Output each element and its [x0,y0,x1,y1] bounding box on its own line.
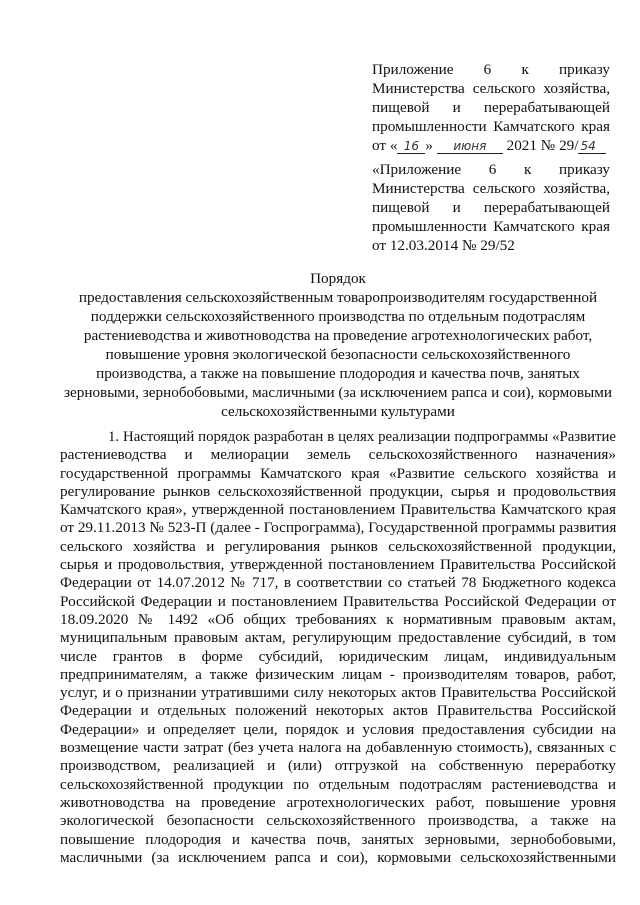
body-line: 1. Настоящий порядок разработан в целях реализации подпрограммы «Развитие [108,429,616,445]
body-line: экологической безопасности сельскохозяйственного производства, а также на [60,812,616,830]
appendix-line: «Приложение 6 к приказу [372,161,610,178]
title-line: производства, а также на повышение плодородия и качества почв, занятых [96,365,580,382]
body-line: масличными (за исключением рапса и сои), кормовыми сельскохозяйственными [60,848,616,866]
body-line: сырья и продовольствия, утвержденной постановлением Правительства Российской [60,556,616,574]
appendix-date-line [372,136,610,155]
body-line: государственной программы Камчатского края «Развитие сельского хозяйства и [60,464,616,482]
body-line: Федерации и отдельных положений некоторых актов Правительства Российской [60,702,616,720]
appendix-line: Приложение 6 к приказу [372,61,610,78]
body-line: услуг, и о признании утратившими силу некоторых актов Правительства Российской [60,684,616,702]
body-line: Российской Федерации и постановлением Правительства Российской Федерации от [60,592,616,610]
appendix-block-current [372,60,610,155]
title-line: предоставления сельскохозяйственным товаропроизводителям государственной [78,289,598,306]
body-line: повышение плодородия и качества почв, занятых зерновыми, зернобобовыми, [60,830,616,848]
body-line: Камчатского края», утвержденной постановлением Правительства Камчатского края [60,501,616,519]
handwritten-number: 54 [578,139,606,154]
document-title [60,269,616,421]
body-line: муниципальным правовым актам, регулирующим предоставление субсидий, в том [60,629,616,647]
title-line: поддержки сельскохозяйственного производства по отдельным подотраслям [90,308,586,325]
body-line: сельскохозяйственной продукции по отдельным подотраслям растениеводства и [60,775,616,793]
handwritten-month: июня [437,139,503,154]
date-year-number: 2021 № 29/ [506,137,579,154]
body-line: животноводства на проведение агротехнологических работ, повышение уровня [60,793,616,811]
date-mid: » [425,137,434,154]
title-line: повышение уровня экологической безопасности сельскохозяйственного [105,346,571,363]
body-line: предпринимателям, а также физическим лицам - производителям товаров, работ, [60,665,616,683]
appendix-line: от 12.03.2014 № 29/52 [372,237,515,254]
body-line: от 29.11.2013 № 523-П (далее - Госпрограмма), Государственной программы развития [60,519,617,537]
body-line: Федерации» и определяет цели, порядок и условия предоставления субсидии на [60,720,616,738]
appendix-line: пищевой и перерабатывающей [372,199,610,216]
body-line: 18.09.2020 № 1492 «Об общих требованиях к нормативным правовым актам, [60,610,616,628]
appendix-line: Министерства сельского хозяйства, [372,180,610,197]
title-line: растениеводства и животноводства на проведение агротехнологических работ, [83,327,593,344]
body-paragraph [60,428,616,867]
date-prefix: от « [372,137,398,154]
appendix-line: пищевой и перерабатывающей [372,99,610,116]
body-line: числе грантов в форме субсидий, юридическим лицам, индивидуальным [60,647,616,665]
body-line: возмещение части затрат (без учета налога на добавленную стоимость), связанных с [60,739,616,757]
body-line: Федерации от 14.07.2012 № 717, в соответствии со статьей 78 Бюджетного кодекса [60,574,616,592]
appendix-line: промышленности Камчатского края [372,218,610,235]
body-line: растениеводства и мелиорации земель сельскохозяйственного назначения» [60,446,616,464]
title-line: зерновыми, зернобобовыми, масличными (за исключением рапса и сои), кормовыми [64,384,612,401]
body-line: сельского хозяйства и регулирования рынков сельскохозяйственной продукции, [60,537,616,555]
appendix-block-previous [372,160,610,255]
title-heading: Порядок [310,270,366,287]
body-line: регулирование рынков сельскохозяйственной продукции, сырья и продовольствия [60,482,616,500]
handwritten-day: 16 [397,139,425,154]
appendix-line: промышленности Камчатского края [372,118,610,135]
appendix-line: Министерства сельского хозяйства, [372,80,610,97]
title-line: сельскохозяйственными культурами [221,403,455,420]
body-line: производством, реализацией и (или) отгрузкой на собственную переработку [60,757,616,775]
